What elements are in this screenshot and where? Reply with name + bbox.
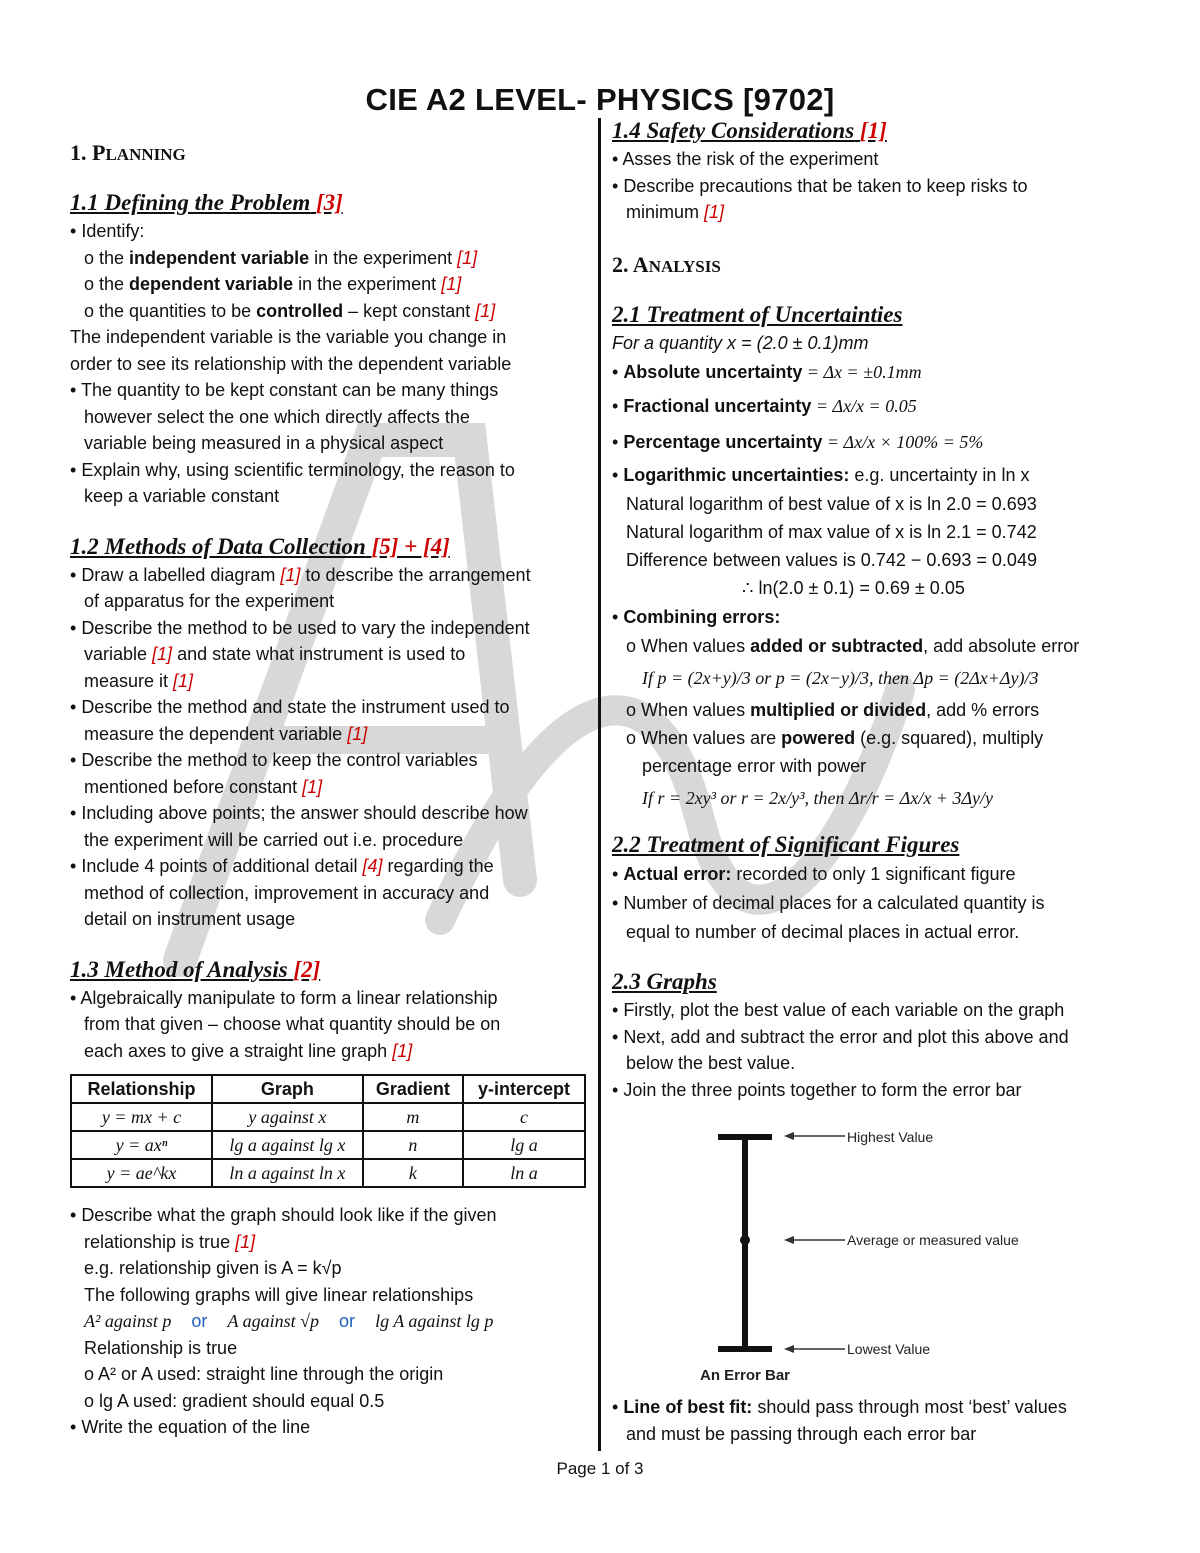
list-item: • Asses the risk of the experiment	[612, 149, 879, 169]
table-cell: y = ae^kx	[71, 1159, 212, 1187]
list-item: • Describe precautions that be taken to keep risks to	[612, 175, 1028, 196]
lowest-value-label: Lowest Value	[847, 1341, 931, 1357]
list-item: • Firstly, plot the best value of each variable on the graph	[612, 1000, 1065, 1020]
example-line: e.g. relationship given is A = k√p	[84, 1258, 342, 1278]
list-item-cont: mentioned before constant [1]	[84, 776, 323, 797]
list-item: • Explain why, using scientific terminology, the reason to	[70, 459, 515, 480]
list-item-cont: Difference between values is 0.742 − 0.693 = 0.049	[626, 550, 1037, 570]
table-cell: ln a against ln x	[212, 1159, 363, 1187]
table-cell: k	[363, 1159, 463, 1187]
list-item-cont: and must be passing through each error bar	[626, 1423, 977, 1444]
paragraph: The following graphs will give linear relationships	[84, 1284, 474, 1305]
list-item-cont: minimum [1]	[626, 202, 725, 222]
document-title: CIE A2 LEVEL- PHYSICS [9702]	[365, 82, 835, 117]
subsection-graphs-title: 2.3 Graphs	[612, 969, 717, 994]
list-item-cont: ∴ ln(2.0 ± 0.1) = 0.69 ± 0.05	[742, 578, 965, 598]
subsection-safety-title: 1.4 Safety Considerations [1]	[612, 118, 887, 143]
list-item-cont: measure the dependent variable [1]	[84, 723, 368, 744]
table-cell: y = axⁿ	[71, 1131, 212, 1159]
table-cell: y = mx + c	[71, 1103, 212, 1131]
list-item-cont: from that given – choose what quantity should be on	[84, 1014, 501, 1034]
list-item: • Describe the method to keep the control variables	[70, 750, 478, 770]
list-item-cont: Natural logarithm of max value of x is ln 2.1 = 0.742	[626, 522, 1037, 542]
list-item: o When values are powered (e.g. squared), multiply	[626, 728, 1044, 748]
subsection-sigfig-title: 2.2 Treatment of Significant Figures	[612, 832, 960, 857]
list-item: • Line of best fit: should pass through most ‘best’ values	[612, 1397, 1067, 1417]
table-header-row	[71, 1075, 585, 1103]
list-item-cont: detail on instrument usage	[84, 909, 296, 929]
list-item-cont: each axes to give a straight line graph [1]	[84, 1040, 413, 1061]
highest-value-label: Highest Value	[847, 1129, 934, 1145]
paragraph: order to see its relationship with the dependent variable	[70, 353, 512, 374]
list-item: • Actual error: recorded to only 1 significant figure	[612, 864, 1016, 884]
arrow-head	[784, 1345, 794, 1353]
equation-line: If r = 2xy³ or r = 2x/y³, then Δr/r = Δx/x + 3Δy/y	[642, 788, 993, 808]
table-row	[71, 1103, 585, 1131]
list-item: • Describe the method to be used to vary the independent	[70, 617, 530, 638]
list-item: o the quantities to be controlled – kept constant [1]	[84, 300, 496, 321]
right-column	[612, 116, 1132, 1103]
list-item: o lg A used: gradient should equal 0.5	[84, 1390, 385, 1411]
relationship-table	[70, 1074, 586, 1188]
subsection-uncertainties-title: 2.1 Treatment of Uncertainties	[612, 301, 903, 327]
arrow-head	[784, 1132, 794, 1140]
equation-line: If p = (2x+y)/3 or p = (2x−y)/3, then Δp = (2Δx+Δy)/3	[642, 668, 1039, 688]
list-item: • Absolute uncertainty = Δx = ±0.1mm	[612, 362, 922, 382]
column-divider	[598, 118, 601, 1451]
list-item: • Write the equation of the line	[70, 1417, 311, 1437]
list-item: • Describe what the graph should look like if the given	[70, 1205, 497, 1225]
left-column	[70, 140, 590, 1441]
list-item: • Draw a labelled diagram [1] to describe the arrangement	[70, 564, 531, 585]
list-item-cont: variable [1] and state what instrument is used to	[84, 644, 466, 664]
list-item: o A² or A used: straight line through the origin	[84, 1364, 444, 1384]
list-item: • Include 4 points of additional detail [4] regarding the	[70, 856, 494, 876]
table-header: y-intercept	[463, 1075, 585, 1103]
arrow-head	[784, 1236, 794, 1244]
list-item: • Including above points; the answer should describe how	[70, 803, 528, 823]
subsection-methods-title: 1.2 Methods of Data Collection [5] + [4]	[70, 533, 450, 559]
list-item: o the independent variable in the experiment [1]	[84, 247, 478, 268]
table-row	[71, 1159, 585, 1187]
table-header: Graph	[212, 1075, 363, 1103]
table-cell: lg a	[463, 1131, 585, 1159]
list-item-cont: however select the one which directly affects the	[84, 406, 470, 427]
list-item-cont: variable being measured in a physical aspect	[84, 433, 444, 453]
list-item: o When values multiplied or divided, add % errors	[626, 700, 1040, 720]
page-number: Page 1 of 3	[556, 1459, 644, 1478]
error-bar-caption: An Error Bar	[700, 1367, 791, 1384]
table-cell: ln a	[463, 1159, 585, 1187]
options-line: A² against p or A against √p or lg A against lg p	[84, 1311, 494, 1331]
best-fit-block	[612, 1394, 1132, 1447]
list-item: • Join the three points together to form the error bar	[612, 1079, 1022, 1100]
paragraph: The independent variable is the variable you change in	[70, 327, 507, 347]
list-item: • Combining errors:	[612, 607, 781, 627]
table-cell: y against x	[212, 1103, 363, 1131]
error-bar-diagram	[690, 1125, 1130, 1395]
list-item: • Logarithmic uncertainties: e.g. uncertainty in ln x	[612, 465, 1030, 485]
measured-value-point	[740, 1235, 750, 1245]
section-planning-heading: 1. PLANNING	[70, 140, 186, 165]
list-item: • Next, add and subtract the error and plot this above and	[612, 1026, 1069, 1047]
list-item: • Percentage uncertainty = Δx/x × 100% = 5%	[612, 432, 984, 452]
table-cell: c	[463, 1103, 585, 1131]
intro-line: For a quantity x = (2.0 ± 0.1)mm	[612, 332, 869, 353]
list-item: • Describe the method and state the instrument used to	[70, 697, 510, 717]
table-cell: m	[363, 1103, 463, 1131]
table-header: Gradient	[363, 1075, 463, 1103]
list-item-cont: the experiment will be carried out i.e. procedure	[84, 829, 464, 850]
section-analysis-heading: 2. ANALYSIS	[612, 251, 721, 277]
list-item: • The quantity to be kept constant can be many things	[70, 380, 499, 400]
table-header: Relationship	[71, 1075, 212, 1103]
list-item-cont: Natural logarithm of best value of x is ln 2.0 = 0.693	[626, 494, 1037, 514]
list-item-cont: percentage error with power	[642, 756, 867, 776]
table-cell: lg a against lg x	[212, 1131, 363, 1159]
list-item: • Algebraically manipulate to form a linear relationship	[70, 987, 498, 1008]
average-value-label: Average or measured value	[847, 1232, 1019, 1248]
table-cell: n	[363, 1131, 463, 1159]
list-item: o When values added or subtracted, add absolute error	[626, 636, 1080, 656]
list-item-cont: keep a variable constant	[84, 486, 280, 506]
list-item: • Identify:	[70, 221, 145, 241]
subsection-analysis-method-title: 1.3 Method of Analysis [2]	[70, 956, 321, 982]
table-row	[71, 1131, 585, 1159]
list-item-cont: measure it [1]	[84, 670, 194, 691]
list-item-cont: equal to number of decimal places in actual error.	[626, 922, 1020, 942]
list-item: • Number of decimal places for a calculated quantity is	[612, 893, 1045, 913]
paragraph: Relationship is true	[84, 1337, 238, 1358]
list-item-cont: below the best value.	[626, 1053, 796, 1073]
list-item: o the dependent variable in the experiment [1]	[84, 274, 462, 294]
subsection-defining-title: 1.1 Defining the Problem [3]	[70, 190, 343, 215]
list-item: • Fractional uncertainty = Δx/x = 0.05	[612, 396, 917, 416]
list-item-cont: method of collection, improvement in accuracy and	[84, 882, 490, 903]
list-item-cont: relationship is true [1]	[84, 1231, 256, 1252]
list-item-cont: of apparatus for the experiment	[84, 591, 335, 611]
